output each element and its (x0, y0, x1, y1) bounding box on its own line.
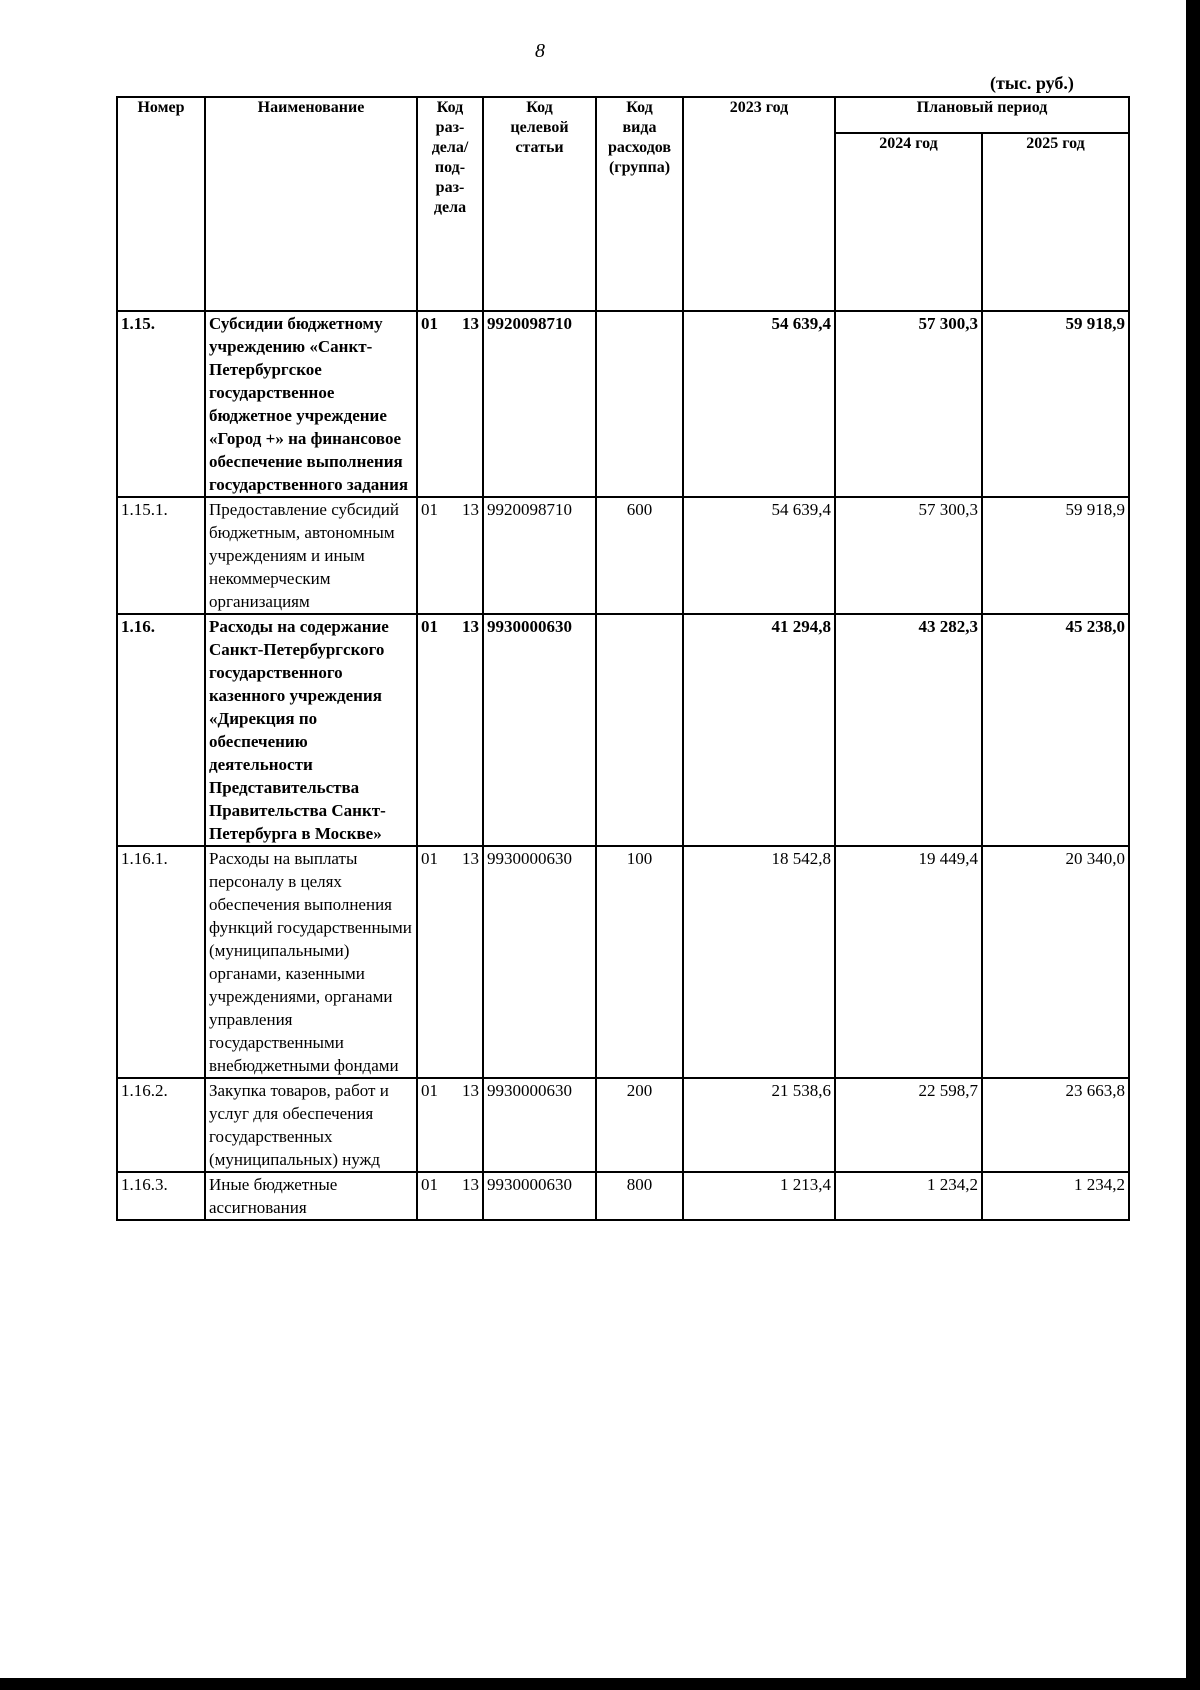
header-kvr-line: Код (626, 99, 653, 116)
header-razdel-line: раз- (435, 119, 465, 136)
row-2024: 43 282,3 (835, 614, 982, 846)
header-kcs (483, 97, 596, 311)
header-razdel-line: Код (436, 99, 464, 116)
podrazdel-code: 13 (462, 617, 479, 636)
row-razdel (417, 311, 483, 497)
table-body (117, 311, 1129, 1220)
podrazdel-code: 13 (462, 849, 479, 868)
row-name: Закупка товаров, работ и услуг для обеспечения государственных (муниципальных) нужд (205, 1078, 417, 1172)
row-kvr: 200 (596, 1078, 683, 1172)
table-row (117, 311, 1129, 497)
row-kcs: 9920098710 (483, 311, 596, 497)
row-2023: 54 639,4 (683, 311, 835, 497)
header-kcs-line: статьи (515, 139, 564, 156)
header-kvr-line: вида (622, 119, 657, 136)
row-name: Субсидии бюджетному учреждению «Санкт-Петербургское государственное бюджетное учреждение «Город +» на финансовое обеспечение выполнения государственного задания (205, 311, 417, 497)
table-row (117, 614, 1129, 846)
razdel-code: 01 (421, 1081, 438, 1100)
header-year-2024: 2024 год (835, 133, 982, 311)
row-number: 1.15. (117, 311, 205, 497)
header-name: Наименование (205, 97, 417, 311)
row-kcs: 9930000630 (483, 846, 596, 1078)
budget-table (116, 96, 1130, 1221)
table-row (117, 497, 1129, 614)
row-2024: 22 598,7 (835, 1078, 982, 1172)
podrazdel-code: 13 (462, 1081, 479, 1100)
row-razdel (417, 614, 483, 846)
scan-bottom-border (0, 1678, 1200, 1690)
podrazdel-code: 13 (462, 314, 479, 333)
row-number: 1.15.1. (117, 497, 205, 614)
header-razdel (417, 97, 483, 311)
row-kcs: 9930000630 (483, 1078, 596, 1172)
row-kvr: 600 (596, 497, 683, 614)
header-razdel-line: дела (433, 199, 467, 216)
row-kcs: 9930000630 (483, 1172, 596, 1220)
podrazdel-code: 13 (462, 500, 479, 519)
razdel-code: 01 (421, 849, 438, 868)
row-razdel (417, 1078, 483, 1172)
row-2023: 21 538,6 (683, 1078, 835, 1172)
row-2025: 23 663,8 (982, 1078, 1129, 1172)
header-razdel-line: раз- (435, 179, 465, 196)
row-kvr: 100 (596, 846, 683, 1078)
row-number: 1.16.3. (117, 1172, 205, 1220)
row-number: 1.16.1. (117, 846, 205, 1078)
row-2024: 57 300,3 (835, 497, 982, 614)
units-label: (тыс. руб.) (990, 73, 1074, 93)
table-row (117, 1172, 1129, 1220)
header-kvr-line: (группа) (608, 159, 671, 176)
table-row (117, 1078, 1129, 1172)
row-razdel (417, 846, 483, 1078)
row-number: 1.16.2. (117, 1078, 205, 1172)
row-2024: 19 449,4 (835, 846, 982, 1078)
razdel-code: 01 (421, 500, 438, 519)
row-2023: 54 639,4 (683, 497, 835, 614)
row-name: Предоставление субсидий бюджетным, автономным учреждениям и иным некоммерческим организациям (205, 497, 417, 614)
row-name: Расходы на выплаты персоналу в целях обеспечения выполнения функций государственными (муниципальными) органами, казенными учреждениями, органами управления государственными внебюджетными фондами (205, 846, 417, 1078)
header-razdel-line: дела/ (431, 139, 469, 156)
header-year-2025: 2025 год (982, 133, 1129, 311)
row-2024: 1 234,2 (835, 1172, 982, 1220)
razdel-code: 01 (421, 617, 438, 636)
header-kcs-line: целевой (510, 119, 569, 136)
table-row (117, 846, 1129, 1078)
table-header (117, 97, 1129, 311)
row-2025: 59 918,9 (982, 497, 1129, 614)
header-plan-period: Плановый период (835, 97, 1129, 133)
row-2025: 20 340,0 (982, 846, 1129, 1078)
row-razdel (417, 1172, 483, 1220)
row-razdel (417, 497, 483, 614)
row-kcs: 9920098710 (483, 497, 596, 614)
row-name: Иные бюджетные ассигнования (205, 1172, 417, 1220)
header-kvr (596, 97, 683, 311)
row-kcs: 9930000630 (483, 614, 596, 846)
header-number: Номер (117, 97, 205, 311)
razdel-code: 01 (421, 1175, 438, 1194)
page-number: 8 (535, 40, 545, 62)
row-kvr (596, 614, 683, 846)
row-2025: 45 238,0 (982, 614, 1129, 846)
row-2023: 1 213,4 (683, 1172, 835, 1220)
row-2025: 59 918,9 (982, 311, 1129, 497)
scan-right-border (1186, 0, 1200, 1690)
row-kvr (596, 311, 683, 497)
header-kvr-line: расходов (607, 139, 672, 156)
row-2025: 1 234,2 (982, 1172, 1129, 1220)
row-kvr: 800 (596, 1172, 683, 1220)
row-name: Расходы на содержание Санкт-Петербургского государственного казенного учреждения «Дирекция по обеспечению деятельности Представительства Правительства Санкт-Петербурга в Москве» (205, 614, 417, 846)
podrazdel-code: 13 (462, 1175, 479, 1194)
row-2023: 18 542,8 (683, 846, 835, 1078)
razdel-code: 01 (421, 314, 438, 333)
header-razdel-line: под- (434, 159, 466, 176)
header-year-2023: 2023 год (683, 97, 835, 311)
row-2023: 41 294,8 (683, 614, 835, 846)
row-2024: 57 300,3 (835, 311, 982, 497)
row-number: 1.16. (117, 614, 205, 846)
header-kcs-line: Код (526, 99, 553, 116)
